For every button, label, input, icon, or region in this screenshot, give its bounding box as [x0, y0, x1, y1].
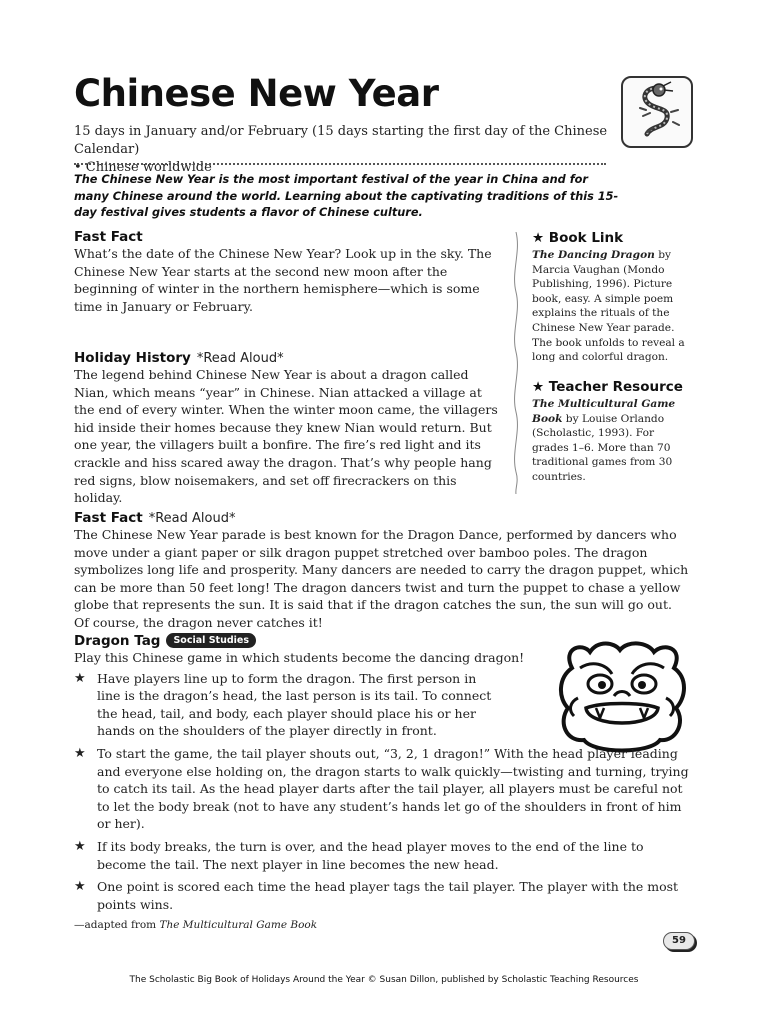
fast-fact-heading: Fast Fact [74, 229, 143, 245]
read-aloud-tag: *Read Aloud* [148, 511, 236, 526]
list-item [74, 838, 692, 873]
dragon-tag-steps [74, 670, 692, 914]
fast-fact-2-section [74, 510, 690, 632]
book-link-description: by Marcia Vaughan (Mondo Publishing, 1996). Picture book, easy. A simple poem explains the rituals of the Chinese New Year parade. The book unfolds to reveal a long and colorful dragon. [532, 249, 685, 364]
read-aloud-tag: *Read Aloud* [196, 351, 284, 366]
dragon-tag-heading [74, 633, 692, 649]
book-link-heading: ★ Book Link [532, 230, 624, 246]
adapted-credit [74, 918, 692, 932]
dragon-tag-section [74, 633, 692, 932]
teacher-resource-description: by Louise Orlando (Scholastic, 1993). For grades 1–6. More than 70 traditional games from 30 countries. [532, 412, 673, 483]
step-text: If its body breaks, the turn is over, and the head player moves to the end of the line to become the tail. The next player in line becomes the new head. [97, 838, 644, 872]
region-line: • Chinese worldwide [74, 160, 212, 175]
teacher-resource-section [532, 379, 692, 485]
holiday-history-heading [74, 350, 504, 366]
sidebar-divider [509, 232, 523, 494]
fast-fact-2-text: The Chinese New Year parade is best known for the Dragon Dance, performed by dancers who move under a giant paper or silk dragon puppet stretched over bamboo poles. The dragon symbolizes long life and prosperity. Many dancers are needed to carry the dragon puppet, which can be more than 50 feet long! The dragon dancers twist and turn the puppet to chase a yellow globe that represents the sun. It is said that if the dragon catches the sun, the sun will go out. Of course, the dragon never catches it! [74, 527, 689, 630]
star-icon: ★ [74, 670, 86, 686]
page-title: Chinese New Year [74, 72, 439, 115]
page-number: 59 [663, 932, 695, 950]
date-subtitle [74, 123, 614, 177]
teacher-resource-heading: ★ Teacher Resource [532, 379, 683, 395]
intro-paragraph: The Chinese New Year is the most important festival of the year in China and for many Chinese around the world. Learning about the captivating traditions of this 15-day festival gives students a flavor of Chinese culture. [74, 173, 619, 219]
holiday-history-title: Holiday History [74, 350, 191, 366]
fast-fact-2-heading [74, 510, 690, 526]
holiday-history-text: The legend behind Chinese New Year is about a dragon called Nian, which means “year” in Chinese. Nian attacked a village at the end of every winter. When the winter moon came, the villagers hid inside their homes because they knew Nian would return. But one year, the villagers built a bonfire. The fire’s red light and its crackle and hiss scared away the dragon. That’s why people hang red signs, blow noisemakers, and set off firecrackers on this holiday. [74, 367, 498, 506]
dotted-divider [74, 163, 606, 165]
dragon-icon [621, 76, 693, 148]
dragon-tag-title: Dragon Tag [74, 633, 161, 649]
fast-fact-text: What’s the date of the Chinese New Year? Look up in the sky. The Chinese New Year starts at the second new moon after the beginning of winter in the northern hemisphere—which is some time in January or February. [74, 246, 492, 314]
teacher-resource-title: The Multicultural Game Book [532, 398, 676, 425]
dragon-tag-intro: Play this Chinese game in which students become the dancing dragon! [74, 650, 525, 665]
step-text: To start the game, the tail player shouts out, “3, 2, 1 dragon!” With the head player leading and everyone else holding on, the dragon starts to walk quickly—twisting and turning, trying to catch its tail. As the head player darts after the tail player, all players must be careful not to let the body break (not to have any student’s hands let go of the shoulders in front of him or her). [97, 745, 689, 832]
list-item [74, 670, 497, 740]
star-icon: ★ [74, 745, 86, 761]
star-icon: ★ [74, 879, 86, 895]
fast-fact-2-title: Fast Fact [74, 510, 143, 526]
book-link-title: The Dancing Dragon [532, 249, 655, 261]
book-link-text [532, 248, 692, 365]
step-text: One point is scored each time the head player tags the tail player. The player with the most points wins. [97, 879, 679, 912]
teacher-resource-text [532, 397, 692, 485]
date-line: 15 days in January and/or February (15 days starting the first day of the Chinese Calendar) [74, 124, 608, 157]
book-link-section [532, 230, 692, 365]
list-item [74, 878, 692, 913]
footer-credit: The Scholastic Big Book of Holidays Around the Year © Susan Dillon, published by Scholastic Teaching Resources [129, 975, 639, 985]
fast-fact-section [74, 229, 504, 315]
list-item [74, 745, 692, 833]
adapted-title: The Multicultural Game Book [159, 919, 318, 932]
holiday-history-section [74, 350, 504, 507]
social-studies-badge: Social Studies [166, 633, 256, 648]
star-icon: ★ [74, 838, 86, 854]
adapted-prefix: —adapted from [74, 919, 160, 932]
step-text: Have players line up to form the dragon. The first person in line is the dragon’s head, the last person is its tail. To connect the head, tail, and body, each player should place his or her hands on the shoulders of the player directly in front. [97, 670, 492, 739]
